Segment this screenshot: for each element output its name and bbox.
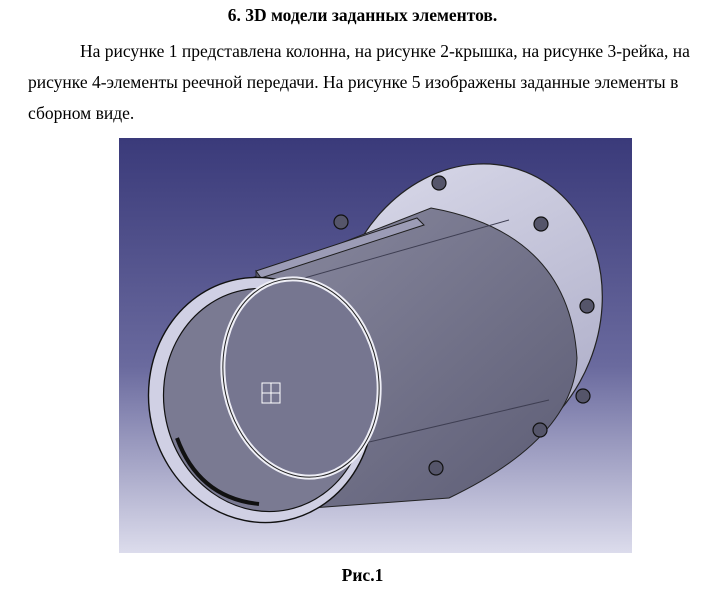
- body-paragraph-text: На рисунке 1 представлена колонна, на рисунке 2-крышка, на рисунке 3-рейка, на рисунке 4-элементы реечной передачи. На рисунке 5 изображены заданные элементы в сборном виде.: [28, 41, 690, 123]
- section-heading: 6. 3D модели заданных элементов.: [227, 5, 498, 25]
- bolt-hole: [429, 461, 443, 475]
- body-paragraph: [28, 36, 696, 129]
- bolt-hole: [432, 176, 446, 190]
- bolt-hole: [334, 215, 348, 229]
- bolt-hole: [534, 217, 548, 231]
- bolt-hole: [580, 299, 594, 313]
- bolt-hole: [576, 389, 590, 403]
- figure-column-3d-render: [119, 138, 632, 553]
- figure-caption: Рис.1: [341, 565, 384, 585]
- bolt-hole: [533, 423, 547, 437]
